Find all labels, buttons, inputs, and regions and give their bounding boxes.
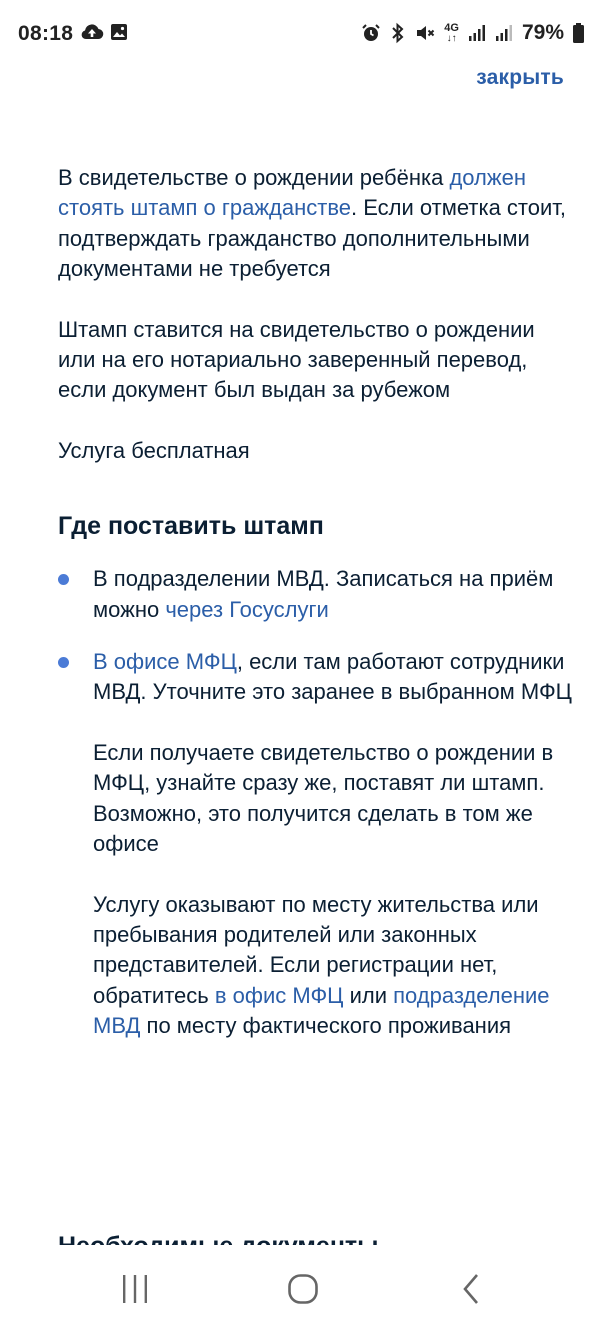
status-left-icons xyxy=(80,23,128,41)
image-icon xyxy=(110,23,128,41)
list-item-mvd xyxy=(58,564,578,625)
home-button[interactable] xyxy=(243,1245,363,1332)
where-list xyxy=(58,564,578,1041)
cloud-upload-icon xyxy=(80,23,104,41)
intro-paragraph-3: Услуга бесплатная xyxy=(58,437,250,463)
alarm-icon xyxy=(361,23,381,43)
status-right-icons xyxy=(361,21,584,45)
list-item-mfc-text xyxy=(93,647,578,708)
list-item-mfc-text-a: , если там работают сотрудники МВД. Уточните это заранее в выбранном МФЦ xyxy=(93,649,572,705)
mfc-office-link-2[interactable]: в офис МФЦ xyxy=(214,982,344,1008)
back-icon xyxy=(459,1272,483,1306)
citizenship-stamp-link[interactable]: должен стоять штамп о гражданстве xyxy=(58,165,526,221)
battery-icon xyxy=(573,23,584,43)
battery-percent: 79% xyxy=(521,21,564,44)
mfc-office-link[interactable]: В офисе МФЦ xyxy=(93,649,237,675)
intro-paragraph-2: Штамп ставится на свидетельство о рождении или на его нотариально заверенный перевод, если документ был выдан за рубежом xyxy=(58,316,535,403)
close-link[interactable]: закрыть xyxy=(476,66,564,89)
bullet-icon xyxy=(58,657,69,668)
mute-icon xyxy=(415,23,435,43)
bluetooth-icon xyxy=(390,23,406,43)
intro-text-b: . Если отметка стоит, подтверждать гражданство дополнительными документами не требуется xyxy=(58,195,567,282)
recents-button[interactable] xyxy=(75,1245,195,1332)
signal-icon xyxy=(468,24,486,42)
documents-section-title xyxy=(58,1226,379,1244)
mfc-p3-text-b: или xyxy=(343,982,394,1008)
recents-icon xyxy=(120,1273,150,1305)
status-time: 08:18 xyxy=(18,22,74,45)
intro-paragraph-1 xyxy=(58,163,578,285)
home-icon xyxy=(287,1273,319,1305)
main-content xyxy=(58,163,578,1064)
gosuslugi-link[interactable]: через Госуслуги xyxy=(165,596,329,622)
mvd-department-link[interactable]: подразделение МВД xyxy=(93,982,550,1039)
where-section-title: Где поставить штамп xyxy=(58,512,324,541)
list-item-mvd-text xyxy=(93,564,578,625)
intro-text-a: В свидетельстве о рождении ребёнка xyxy=(58,165,450,190)
network-label: 4G xyxy=(444,21,459,34)
back-button[interactable] xyxy=(411,1245,531,1332)
mfc-p3-text-a: Услугу оказывают по месту жительства или пребывания родителей или законных представителей. Если регистрации нет, обратитесь xyxy=(93,891,539,1008)
bullet-icon xyxy=(58,574,69,585)
list-item-mvd-text-a: В подразделении МВД. Записаться на приём можно xyxy=(93,566,554,622)
navigation-bar xyxy=(0,1245,600,1332)
list-item-mfc xyxy=(58,647,578,1041)
list-item-mfc-paragraph-3 xyxy=(93,890,578,1042)
status-bar xyxy=(0,0,600,70)
4g-icon: 4G ↓↑ xyxy=(444,21,459,44)
list-item-mfc-paragraph-2: Если получаете свидетельство о рождении в МФЦ, узнайте сразу же, поставят ли штамп. Возможно, это получится сделать в том же офисе xyxy=(93,739,554,857)
mfc-p3-text-c: по месту фактического проживания xyxy=(140,1013,512,1039)
signal-icon-2 xyxy=(495,24,513,42)
